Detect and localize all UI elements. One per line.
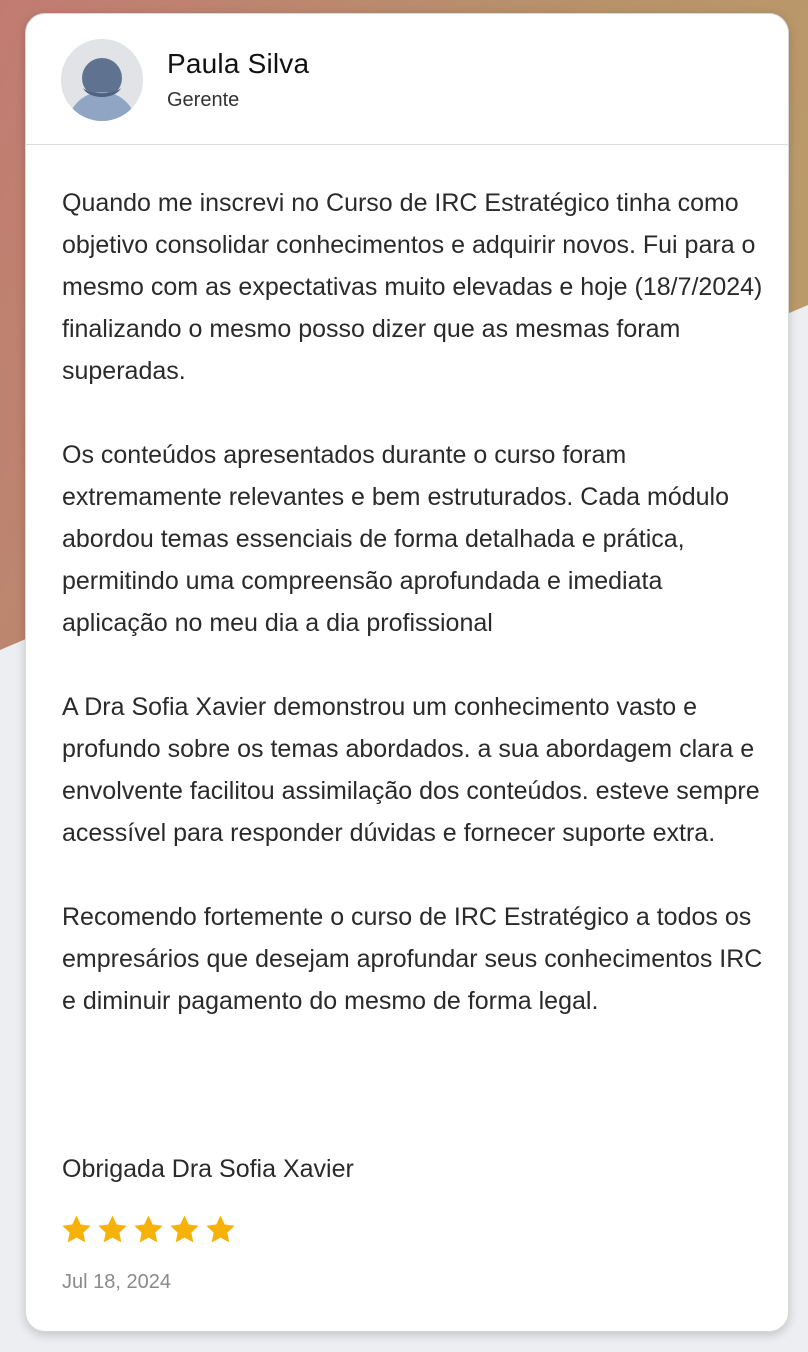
review-closing: Obrigada Dra Sofia Xavier bbox=[62, 1155, 354, 1183]
star-icon bbox=[132, 1213, 165, 1246]
user-avatar-icon bbox=[61, 39, 143, 121]
review-paragraph: Quando me inscrevi no Curso de IRC Estratégico tinha como objetivo consolidar conhecimentos e adquirir novos. Fui para o mesmo com as expectativas muito elevadas e hoje (18/7/2024) finalizando o mesmo posso dizer que as mesmas foram superadas. bbox=[62, 189, 763, 385]
star-icon bbox=[168, 1213, 201, 1246]
reviewer-role: Gerente bbox=[167, 89, 240, 111]
review-paragraph: A Dra Sofia Xavier demonstrou um conhecimento vasto e profundo sobre os temas abordados. a sua abordagem clara e envolvente facilitou assimilação dos conteúdos. esteve sempre acessível para responder dúvidas e fornecer suporte extra. bbox=[62, 693, 760, 847]
review-body bbox=[62, 182, 772, 1064]
review-date: Jul 18, 2024 bbox=[62, 1271, 171, 1293]
review-card bbox=[25, 13, 789, 1332]
star-icon bbox=[204, 1213, 237, 1246]
reviewer-name: Paula Silva bbox=[167, 48, 310, 79]
review-paragraph: Os conteúdos apresentados durante o curso foram extremamente relevantes e bem estruturados. Cada módulo abordou temas essenciais de forma detalhada e prática, permitindo uma compreensão aprofundada e imediata aplicação no meu dia a dia profissional bbox=[62, 441, 730, 637]
review-header bbox=[26, 14, 788, 145]
review-paragraph: Recomendo fortemente o curso de IRC Estratégico a todos os empresários que desejam aprofundar seus conhecimentos IRC e diminuir pagamento do mesmo de forma legal. bbox=[62, 903, 763, 1015]
star-icon bbox=[96, 1213, 129, 1246]
star-icon bbox=[60, 1213, 93, 1246]
star-rating bbox=[60, 1213, 237, 1246]
